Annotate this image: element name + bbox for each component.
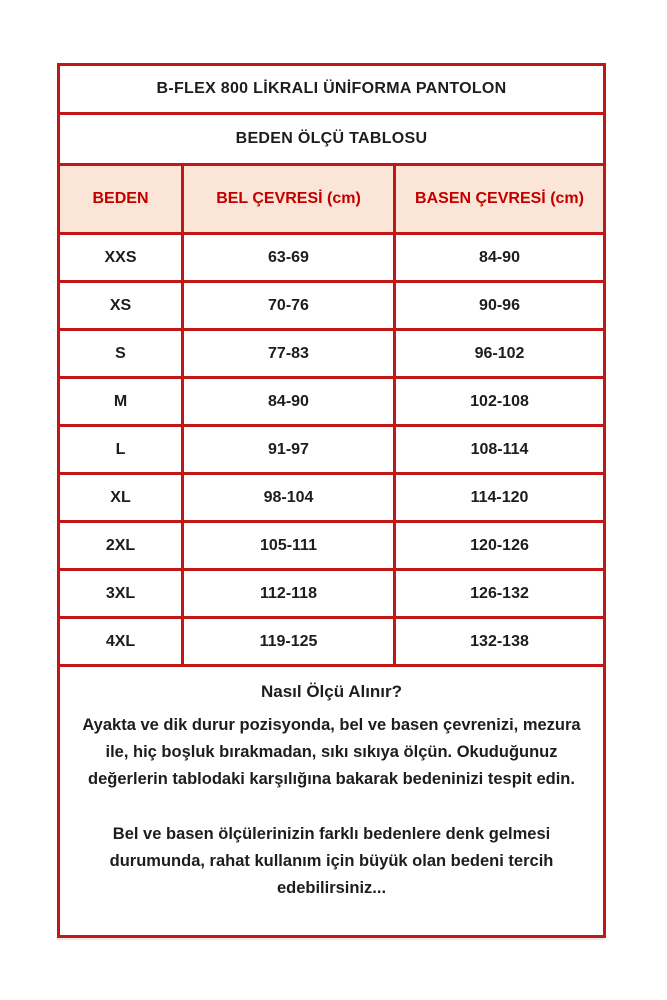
size-cell: 3XL: [59, 570, 183, 618]
table-row: [59, 522, 605, 570]
waist-range-cell: 77-83: [183, 330, 395, 378]
waist-range-cell: 63-69: [183, 234, 395, 282]
waist-range-cell: 119-125: [183, 618, 395, 666]
size-cell: 2XL: [59, 522, 183, 570]
size-cell: L: [59, 426, 183, 474]
howto-paragraph-1: Ayakta ve dik durur pozisyonda, bel ve basen çevrenizi, mezura ile, hiç boşluk bırakmadan, sıkı sıkıya ölçün. Okuduğunuz değerlerin tablodaki karşılığına bakarak bedeninizi tespit edin.: [82, 716, 581, 788]
size-cell: M: [59, 378, 183, 426]
column-header-size: BEDEN: [59, 165, 183, 234]
howto-heading: Nasıl Ölçü Alınır?: [260, 682, 403, 701]
howto-paragraph-2: Bel ve basen ölçülerinizin farklı bedenlere denk gelmesi durumunda, rahat kullanım için büyük olan bedeni tercih edebilirsiniz...: [109, 825, 554, 897]
waist-range-cell: 70-76: [183, 282, 395, 330]
table-row: [59, 570, 605, 618]
size-cell: S: [59, 330, 183, 378]
hip-range-cell: 96-102: [395, 330, 605, 378]
table-row: [59, 618, 605, 666]
table-row: [59, 282, 605, 330]
table-subtitle: BEDEN ÖLÇÜ TABLOSU: [59, 114, 605, 165]
hip-range-cell: 126-132: [395, 570, 605, 618]
measurement-instructions-row: [59, 666, 605, 937]
table-row: [59, 474, 605, 522]
hip-range-cell: 90-96: [395, 282, 605, 330]
waist-range-cell: 91-97: [183, 426, 395, 474]
size-cell: XS: [59, 282, 183, 330]
table-row: [59, 378, 605, 426]
hip-range-cell: 84-90: [395, 234, 605, 282]
hip-range-cell: 102-108: [395, 378, 605, 426]
waist-range-cell: 84-90: [183, 378, 395, 426]
column-header-waist: BEL ÇEVRESİ (cm): [183, 165, 395, 234]
waist-range-cell: 112-118: [183, 570, 395, 618]
table-bottom-shadow: [57, 938, 605, 940]
hip-range-cell: 108-114: [395, 426, 605, 474]
table-row: [59, 234, 605, 282]
hip-range-cell: 114-120: [395, 474, 605, 522]
size-rows: [59, 234, 605, 666]
table-row: [59, 426, 605, 474]
hip-range-cell: 120-126: [395, 522, 605, 570]
size-cell: 4XL: [59, 618, 183, 666]
table-subtitle-row: [59, 114, 605, 165]
size-table: [57, 63, 606, 938]
table-row: [59, 330, 605, 378]
size-cell: XXS: [59, 234, 183, 282]
product-title-row: [59, 65, 605, 114]
size-cell: XL: [59, 474, 183, 522]
product-title: B-FLEX 800 LİKRALI ÜNİFORMA PANTOLON: [59, 65, 605, 114]
waist-range-cell: 105-111: [183, 522, 395, 570]
measurement-instructions-cell: [59, 666, 605, 937]
waist-range-cell: 98-104: [183, 474, 395, 522]
hip-range-cell: 132-138: [395, 618, 605, 666]
column-header-row: [59, 165, 605, 234]
column-header-hip: BASEN ÇEVRESİ (cm): [395, 165, 605, 234]
